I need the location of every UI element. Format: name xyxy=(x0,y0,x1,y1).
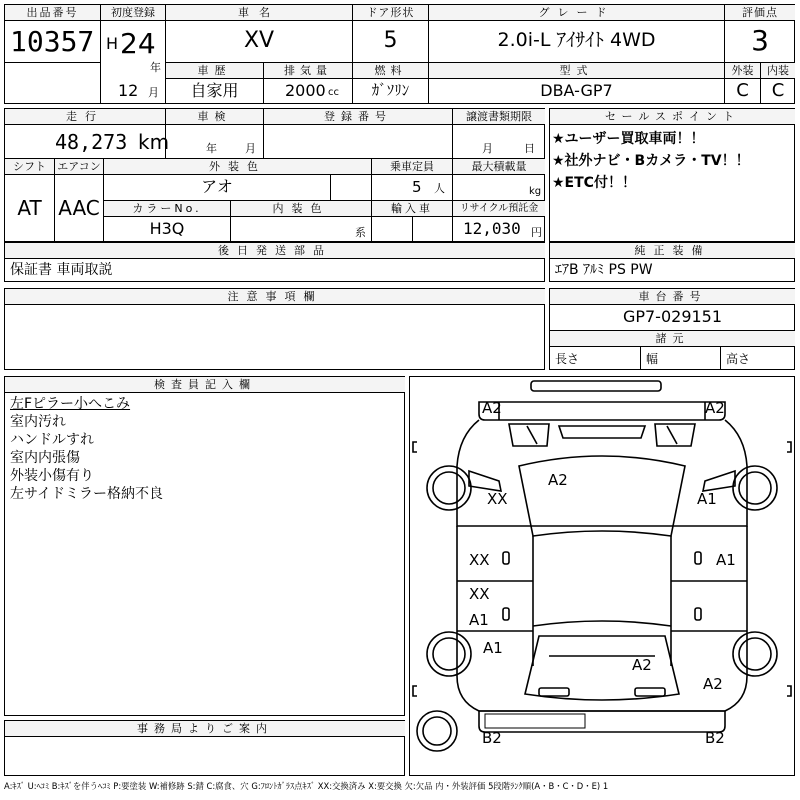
chassis-number: GP7-029151 xyxy=(622,307,723,326)
transfer-day-unit: 日 xyxy=(524,142,535,155)
damage-mark: A2 xyxy=(632,656,652,674)
shift-label: シフト xyxy=(5,159,54,174)
recycle-fee: 12,030 xyxy=(463,219,521,238)
overall-score: 3 xyxy=(751,24,769,57)
capacity-label: 乗車定員 xyxy=(372,159,452,174)
damage-mark: XX xyxy=(469,585,490,603)
model-code: DBA-GP7 xyxy=(540,81,613,100)
inspector-note: 左サイドミラー格納不良 xyxy=(10,486,164,502)
notes-title: 注意事項欄 xyxy=(5,289,545,304)
month-unit: 月 xyxy=(148,86,159,99)
inspector-note: 室内汚れ xyxy=(10,414,66,430)
damage-mark: A1 xyxy=(697,490,717,508)
later-parts-text: 保証書 車両取説 xyxy=(10,262,113,278)
interior-grade-label: 内装 xyxy=(761,63,795,78)
sales-point-line: ★ETC付！！ xyxy=(552,175,636,191)
damage-mark: A1 xyxy=(716,551,736,569)
inspection-year-unit: 年 xyxy=(206,142,217,155)
lot-number: 10357 xyxy=(10,25,95,58)
door-count: 5 xyxy=(383,28,398,53)
fuel: ｶﾞｿﾘﾝ xyxy=(371,81,410,99)
mileage-unit: km xyxy=(138,130,170,154)
sales-point-line: ★ユーザー買取車両！！ xyxy=(552,131,705,147)
capacity-unit: 人 xyxy=(434,182,445,195)
width-label: 幅 xyxy=(646,352,659,366)
aircon: AAC xyxy=(58,196,100,220)
capacity: 5 xyxy=(412,178,422,196)
chassis-number-label: 車台番号 xyxy=(550,289,795,304)
fuel-label: 燃料 xyxy=(353,63,428,78)
door-type-label: ドア形状 xyxy=(353,5,428,20)
equipment-text: ｴｱB ｱﾙﾐ PS PW xyxy=(555,262,653,278)
damage-mark: A1 xyxy=(483,639,503,657)
car-name: XV xyxy=(243,28,275,53)
sales-point-line: ★社外ナビ・Bカメラ・TV！！ xyxy=(552,153,750,169)
sales-points-title: セールスポイント xyxy=(550,109,795,124)
model-label: 型式 xyxy=(429,63,724,78)
import-label: 輸入車 xyxy=(372,201,452,216)
shift: AT xyxy=(17,196,42,220)
year-unit: 年 xyxy=(150,61,161,74)
max-load-unit: kg xyxy=(529,186,542,197)
height-label: 高さ xyxy=(726,352,751,366)
era-letter: H xyxy=(106,34,119,53)
max-load-label: 最大積載量 xyxy=(453,159,545,174)
history: 自家用 xyxy=(190,81,239,100)
equipment-title: 純正装備 xyxy=(550,243,795,258)
registration-year: 24 xyxy=(120,27,156,60)
score-label: 評価点 xyxy=(725,5,795,20)
lot-number-label: 出品番号 xyxy=(5,5,100,20)
inspector-note: ハンドルすれ xyxy=(10,432,94,448)
inspector-note: 左Fピラー小へこみ xyxy=(10,396,131,412)
damage-mark: A2 xyxy=(705,399,725,417)
car-diagram xyxy=(409,376,795,776)
mileage: 48,273 xyxy=(55,130,128,154)
damage-mark: A2 xyxy=(703,675,723,693)
inspector-title: 検査員記入欄 xyxy=(5,377,405,392)
dimensions-title: 諸元 xyxy=(550,331,795,346)
damage-mark: A2 xyxy=(548,471,568,489)
displacement-unit: cc xyxy=(328,87,339,98)
transfer-month-unit: 月 xyxy=(482,142,493,155)
length-label: 長さ xyxy=(555,352,580,366)
legend-text: A:ｷｽﾞ U:ﾍｺﾐ B:ｷｽﾞを伴うﾍｺﾐ P:要塗装 W:補修跡 S:錆 C:腐食、穴 G:ﾌﾛﾝﾄｶﾞﾗｽ点ｷｽﾞ XX:交換済み X:要交換 欠:欠品 内・外装評価 5段階ﾗﾝｸ順(A・B・C・D・E) 1 xyxy=(4,781,609,791)
registration-number-label: 登録番号 xyxy=(264,109,452,124)
exterior-color-label: 外装色 xyxy=(104,159,371,174)
office-title: 事務局よりご案内 xyxy=(5,721,405,736)
inspection-month-unit: 月 xyxy=(245,142,256,155)
recycle-fee-unit: 円 xyxy=(531,226,542,239)
aircon-label: エアコン xyxy=(55,159,103,174)
grade: 2.0i-L ｱｲｻｲﾄ 4WD xyxy=(497,29,656,51)
damage-mark: A2 xyxy=(482,399,502,417)
damage-mark: XX xyxy=(487,490,508,508)
later-parts-title: 後日発送部品 xyxy=(5,243,545,258)
color-number: H3Q xyxy=(149,219,185,238)
damage-mark: B2 xyxy=(705,729,725,747)
exterior-grade-label: 外装 xyxy=(725,63,760,78)
displacement: 2000 xyxy=(285,81,326,100)
inspection-label: 車検 xyxy=(166,109,263,124)
grade-label: グレード xyxy=(429,5,724,20)
interior-color-label: 内装色 xyxy=(231,201,371,216)
recycle-fee-label: リサイクル預託金 xyxy=(453,201,545,216)
transfer-deadline-label: 譲渡書類期限 xyxy=(453,109,545,124)
color-number-label: カラーNo. xyxy=(104,201,230,216)
history-label: 車歴 xyxy=(166,63,263,78)
damage-mark: B2 xyxy=(482,729,502,747)
registration-month: 12 xyxy=(118,81,139,100)
first-registration-label: 初度登録 xyxy=(101,5,165,20)
damage-mark: A1 xyxy=(469,611,489,629)
exterior-color: アオ xyxy=(201,177,233,196)
interior-grade: C xyxy=(771,80,785,101)
inspector-note: 外装小傷有り xyxy=(10,468,94,484)
mileage-label: 走行 xyxy=(5,109,165,124)
interior-color-unit: 系 xyxy=(355,226,366,239)
car-name-label: 車名 xyxy=(166,5,352,20)
damage-mark: XX xyxy=(469,551,490,569)
inspector-note: 室内内張傷 xyxy=(10,450,80,466)
displacement-label: 排気量 xyxy=(264,63,352,78)
exterior-grade: C xyxy=(736,80,749,101)
